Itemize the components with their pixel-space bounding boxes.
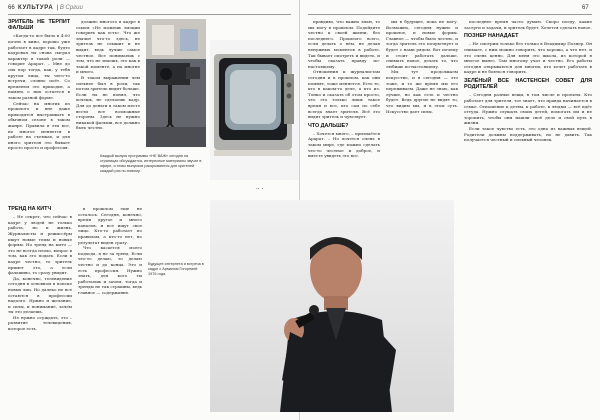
article-heading: ТРЕНД НА КИТЧ <box>8 206 52 212</box>
retro-tv-image <box>210 40 299 180</box>
header-rule <box>308 14 592 15</box>
paragraph: – Сегодня разные вещи, в том числе и проекты. Кто работает для зрителя, тот знает, что правда начинается в семье. Отношение к детям, к работе, к людям — всё идёт оттуда. Нужно слушать своих детей, помогать им и не торопить, чтобы они нашли своё дело и свой путь в жизни. <box>464 92 592 126</box>
article-column-2 <box>76 19 140 172</box>
paragraph: – Не секрет, что сейчас в кадре у людей не только работа, но и жизнь. Журналисты и режиссёры ищут новые темы и новые формы. Но тренд на китч — это не всегда плохо, вопрос в том, как это подать. Если в кадре честно, то зритель примет это, а если фальшиво, то сразу увидит. <box>8 214 72 276</box>
paragraph: мы в будущее, пока не могу. Возможно, сегодня нужно и прошлое, и новые формы. Главное — чтобы было честно, и тогда зритель это почувствует и будет с нами рядом. Вот почему и стоит работать дальше, снимать новое, делать то, что любишь по-настоящему. <box>386 19 458 69</box>
studio-camera-image <box>146 19 206 147</box>
speaker-photo <box>210 200 454 412</box>
header-rule <box>8 14 291 15</box>
paragraph: должно многого в кадре в самом «Не можешь эмоции говорить как есть». Что же значит что-то здесь, не зритель не слышит и не видит, ведь лучше самое честное. Все понимаешь с тем, что не знаешь, это как в такой моменте, а на многие и много. <box>76 19 140 75</box>
paragraph: в прошлом еще не осталось. Сегодня, конечно, время другое и много каналов, и все ищут свое лицо. Кто-то работает по правилам, а кто-то нет, но результат виден сразу. <box>78 206 142 245</box>
photo-caption: Каждый выпуск программы «НЕ ВАЖ» сегодня на страницах обсуждается, интересные материалы звучат в эфире, и темы выпусков раскрываются для зрителей каждый раз по-новому. <box>100 154 202 173</box>
paragraph: Если такое чувство есть, это одна из важных вещей. Родители должны поддерживать, но не давить. Так получается честный и сильный человек. <box>464 125 592 143</box>
speaker-with-microphone-image <box>210 200 454 412</box>
paragraph: В таком выражении чем сильнее был в роли, так потом зритель видит больше. Если ты не понял, что хочешь, не сделаешь кадр. Для до деньги в таком месте вести все возможные стороны. Здесь не нужно никакой фальши, все должно быть честно. <box>76 74 140 131</box>
right-page <box>300 0 600 420</box>
paragraph: Да, конечно, телевидение сегодня в основном в поиске новых лиц. Но далеко не все остаются в профессии надолго. Нужно и желание, и силы, и понимание, зачем ты это делаешь. <box>8 275 72 315</box>
paragraph: Что касается моего подхода, я не за тренд. Если что-то делаю, то делаю честно и до конца. Это и есть профессия. Нужно знать, для кого ты работаешь и зачем, тогда и тренды не так страшны, ведь главное — содержание. <box>78 245 142 295</box>
paragraph: Сейчас на многих из прошлого и вне даже приходится выстраивать в обычном сезоне в таком жанре. Правила в эти все, но многое меняется в работе на съемках, и для иного зрителя это бывает просто просто и профессия. <box>8 100 70 151</box>
paragraph: Отношения к журналистам сегодня и в прошлом, как они помнят, тоже меняется. Есть те, кто в каком-то деле, а кто из. Тонко и сказать об этом просто, что это только лишь такое время и все, кто сам по себе всегда знает зрителя. Всё это видит зритель и чувствует. <box>308 69 380 120</box>
paragraph: – Хочется много, – признаётся Арарат. – Но хочется очень в таком мире, где можно сделать что-то честное и доброе, и вместе увидеть это все. <box>308 130 380 159</box>
article-column-3 <box>8 206 72 411</box>
article-column-4 <box>78 206 142 411</box>
article-heading: ЗРИТЕЛЬ НЕ ТЕРПИТ ФАЛЬШИ <box>8 19 70 32</box>
left-page-header: 66 КУЛЬТУРА | В Сргии <box>8 5 83 11</box>
photo-caption: Будущее интернета и встреча в кадре с Арманом Гогорнией 1976 года. <box>148 262 204 276</box>
article-column-6 <box>386 19 458 187</box>
paragraph: «Когда-то все было в 4:00 почти в кино, хорошо уже работает в кадре так, будто кадровая ты снова сыграл характер в такой роли — говорит Арарат. – Мне до сих пор тогда, как, у тебя кругом лица, ты чего-то встречи, словно поёт. Со временем это приходит, а память о них остается в таком разной форме. <box>8 33 70 100</box>
section-title: КУЛЬТУРА <box>18 5 54 11</box>
decorative-dots: ·· · <box>256 186 264 193</box>
paragraph: последнее время часто думаю. Скоро поеду, какие заслуги и задачи, и зритель будет. Хочется сделать новое. <box>464 19 592 30</box>
paragraph: Мы тут продолжаем искусство, и в сегодня — это тоже, и то же время мы его переживаем. Даже не знаю, как лучше, но как есть и честно будет. Ведь другие не видят то, что видим мы, и в этом суть. Искусство дает силы. <box>386 69 458 114</box>
paragraph: Не нужно осуждать, это – развитие телевидения, которое есть. <box>8 314 72 332</box>
paragraph: – Не смотрим только без только в Владимир Познер. Он снимает, с ним можно говорить, что хорошо, а что нет, и это очень ценно. Для меня это школа, из которой я многое вынес. Там многому учат и честно. Его работы сегодня открываются для многих, кто хочет работать в кадре и не бояться говорить. <box>464 41 592 75</box>
left-page-number: 66 <box>8 5 15 11</box>
article-heading: ПОЗНЕР НАНАДАЕТ <box>464 33 519 40</box>
article-column-1 <box>8 19 70 172</box>
article-column-7 <box>464 19 592 391</box>
right-page-header <box>582 5 589 11</box>
article-heading: ЗЕЛЁНЫЙ ВСЕ НАСТЕНСЕН СОВЕТ ДЛЯ РОДИТЕЛЕЙ <box>464 77 592 91</box>
right-page-number: 67 <box>582 5 589 11</box>
article-column-5 <box>308 19 380 187</box>
retro-tv-photo <box>210 40 299 180</box>
article-subheading: ЧТО ДАЛЬШЕ? <box>308 122 349 129</box>
paragraph: правдиво, что важно знаю, то мы могу в прошлом. Подойдите честно к своей жизни, без последнего. Прошлого всего, если делать о нём, не делая ненужных моментов в работе. Так бывает смотреть и видеть, и чтобы сказать правду по-настоящему. <box>308 19 380 69</box>
studio-photo <box>146 19 206 147</box>
section-subtitle: В Сргии <box>59 5 83 11</box>
